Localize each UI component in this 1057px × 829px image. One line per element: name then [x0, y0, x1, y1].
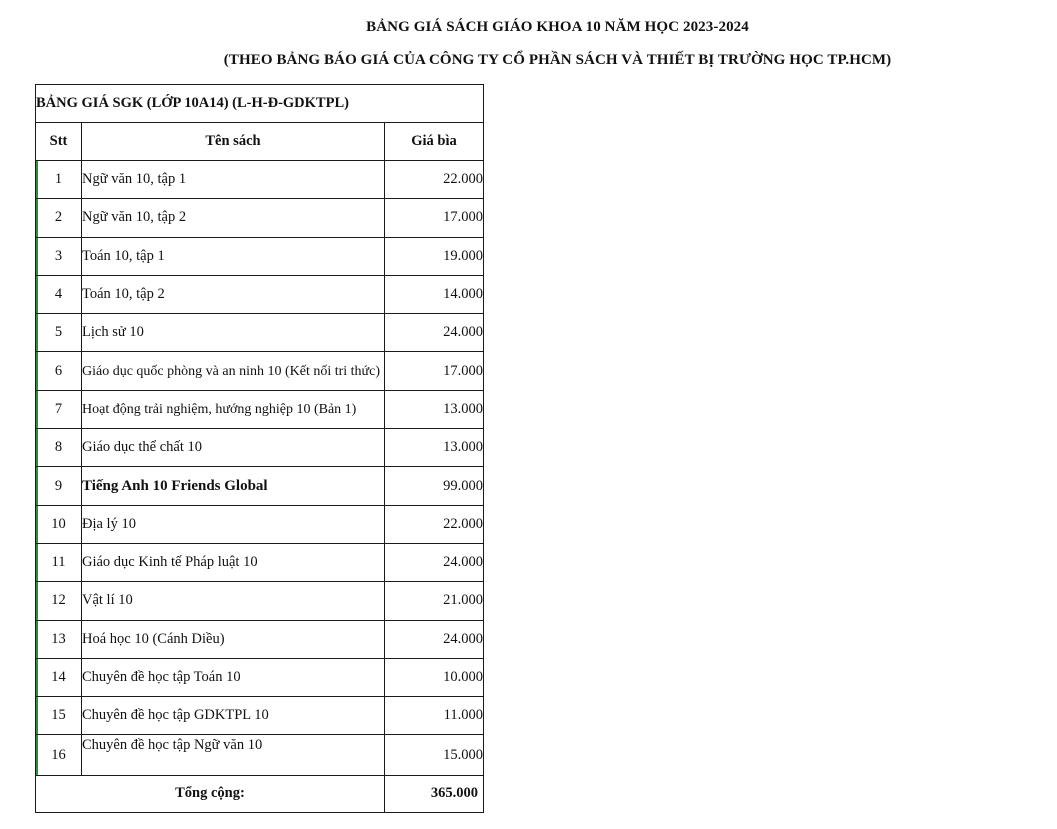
row-book-name: Tiếng Anh 10 Friends Global — [82, 467, 385, 505]
row-stt: 3 — [36, 237, 82, 275]
table-row — [36, 620, 484, 658]
table-row — [36, 352, 484, 390]
row-price: 22.000 — [385, 161, 484, 199]
row-book-name: Toán 10, tập 1 — [82, 237, 385, 275]
table-row — [36, 314, 484, 352]
row-stt: 7 — [36, 390, 82, 428]
row-book-name: Chuyên đề học tập Ngữ văn 10 — [82, 735, 385, 775]
row-stt: 5 — [36, 314, 82, 352]
table-row — [36, 697, 484, 735]
row-book-name: Hoạt động trải nghiệm, hướng nghiệp 10 (Bản 1) — [82, 390, 385, 428]
row-book-name: Lịch sử 10 — [82, 314, 385, 352]
table-row — [36, 543, 484, 581]
row-book-name: Địa lý 10 — [82, 505, 385, 543]
table-row — [36, 429, 484, 467]
row-stt: 10 — [36, 505, 82, 543]
table-row — [36, 505, 484, 543]
row-book-name: Giáo dục Kinh tế Pháp luật 10 — [82, 543, 385, 581]
row-stt: 1 — [36, 161, 82, 199]
column-header-price: Giá bìa — [385, 123, 484, 161]
row-price: 24.000 — [385, 620, 484, 658]
table-caption-row — [36, 85, 484, 123]
table-row — [36, 735, 484, 775]
row-price: 13.000 — [385, 390, 484, 428]
table-row — [36, 199, 484, 237]
document-subtitle: (THEO BẢNG BÁO GIÁ CỦA CÔNG TY CỔ PHẦN SÁCH VÀ THIẾT BỊ TRƯỜNG HỌC TP.HCM) — [223, 52, 892, 68]
table-row — [36, 582, 484, 620]
row-price: 15.000 — [385, 735, 484, 775]
row-stt: 15 — [36, 697, 82, 735]
row-stt: 12 — [36, 582, 82, 620]
total-label: Tổng cộng: — [36, 775, 385, 812]
row-price: 17.000 — [385, 352, 484, 390]
row-price: 11.000 — [385, 697, 484, 735]
row-price: 21.000 — [385, 582, 484, 620]
row-stt: 14 — [36, 658, 82, 696]
row-book-name: Chuyên đề học tập Toán 10 — [82, 658, 385, 696]
column-header-book-name: Tên sách — [82, 123, 385, 161]
table-row — [36, 237, 484, 275]
document-title: BẢNG GIÁ SÁCH GIÁO KHOA 10 NĂM HỌC 2023-2024 — [366, 19, 749, 35]
row-book-name: Hoá học 10 (Cánh Diều) — [82, 620, 385, 658]
row-book-name: Vật lí 10 — [82, 582, 385, 620]
row-price: 10.000 — [385, 658, 484, 696]
row-stt: 13 — [36, 620, 82, 658]
row-price: 14.000 — [385, 275, 484, 313]
row-price: 24.000 — [385, 543, 484, 581]
row-book-name: Giáo dục quốc phòng và an ninh 10 (Kết nối tri thức) — [82, 352, 385, 390]
price-table — [35, 84, 484, 813]
row-stt: 9 — [36, 467, 82, 505]
row-price: 99.000 — [385, 467, 484, 505]
row-book-name: Toán 10, tập 2 — [82, 275, 385, 313]
table-row — [36, 390, 484, 428]
row-price: 17.000 — [385, 199, 484, 237]
row-stt: 16 — [36, 735, 82, 775]
row-price: 13.000 — [385, 429, 484, 467]
row-stt: 4 — [36, 275, 82, 313]
row-book-name: Ngữ văn 10, tập 1 — [82, 161, 385, 199]
table-caption: BẢNG GIÁ SGK (LỚP 10A14) (L-H-Đ-GDKTPL) — [36, 85, 484, 123]
total-row — [36, 775, 484, 812]
row-stt: 8 — [36, 429, 82, 467]
row-price: 24.000 — [385, 314, 484, 352]
table-row — [36, 161, 484, 199]
row-stt: 2 — [36, 199, 82, 237]
column-header-row — [36, 123, 484, 161]
table-row — [36, 275, 484, 313]
row-book-name: Ngữ văn 10, tập 2 — [82, 199, 385, 237]
table-row — [36, 467, 484, 505]
total-value: 365.000 — [385, 775, 484, 812]
row-book-name: Chuyên đề học tập GDKTPL 10 — [82, 697, 385, 735]
row-price: 19.000 — [385, 237, 484, 275]
row-book-name: Giáo dục thể chất 10 — [82, 429, 385, 467]
row-price: 22.000 — [385, 505, 484, 543]
row-stt: 6 — [36, 352, 82, 390]
column-header-stt: Stt — [36, 123, 82, 161]
table-row — [36, 658, 484, 696]
row-stt: 11 — [36, 543, 82, 581]
